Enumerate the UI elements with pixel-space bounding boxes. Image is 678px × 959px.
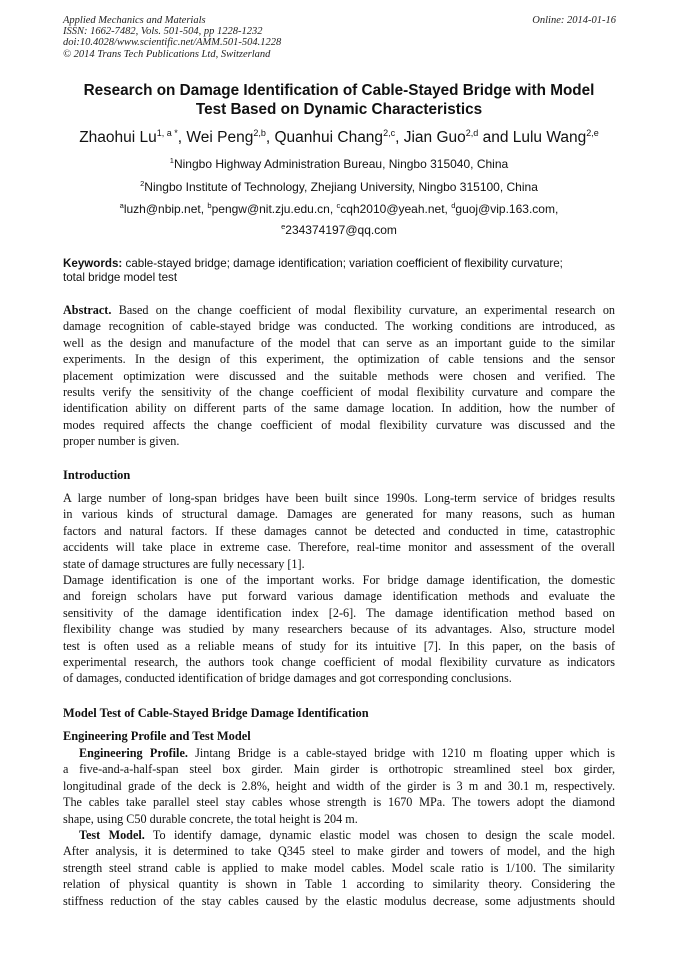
- journal-meta: [63, 15, 281, 60]
- profile-line: [63, 745, 615, 761]
- abstract-line: identification ability on different parts of the same damage location. In addition, how the number of: [63, 401, 615, 416]
- author-affil-sup: 2,e: [586, 128, 599, 138]
- abstract-line: placement optimization were discussed and the suitable methods were chosen and verified. The: [63, 368, 615, 383]
- profile-line: The cables take parallel steel stay cables whose strength is 1670 MPa. The towers adopt the diamond: [63, 795, 615, 810]
- author-affil-sup: 2,d: [465, 128, 479, 138]
- affiliation-sup: 2: [140, 179, 145, 188]
- affiliation-1: [30, 156, 648, 171]
- introduction-body: [63, 490, 615, 687]
- author-list: Zhaohui $Lu^{1, a *}$, Wei Peng$^{2,b}$, Quanhui Chang$^{2,c}$, Jian Guo$^{2,d}$ and Lulu Wang$^{2,e}$: [79, 128, 599, 146]
- online-date: Online: 2014-01-16: [532, 15, 616, 26]
- abstract-line: results verify the sensitivity of the change coefficient of modal flexibility curvature and compare the: [63, 385, 615, 400]
- section-heading-model-test: Model Test of Cable-Stayed Bridge Damage Identification: [63, 706, 369, 720]
- profile-line: a five-and-a-half-span steel box girder. Main girder is orthotropic streamlined steel box girder,: [63, 762, 615, 777]
- affiliation-text: Ningbo Highway Administration Bureau, Ningbo 315040, China: [173, 157, 509, 171]
- email-sup: c: [336, 201, 341, 210]
- author-affil-sup: 1, a *: [156, 128, 178, 138]
- email-list: $^a$luzh@nbip.net, $^b$pengw@nit.zju.edu.cn, $^c$cqh2010@yeah.net, $^d$guoj@vip.163.com,: [119, 201, 559, 216]
- test-model-line: After analysis, it is determined to take Q345 steel to make girder and towers of model, and the high: [63, 844, 615, 859]
- abstract-line: modes required affects the change coefficient of modal flexibility curvature was discussed and the: [63, 417, 615, 432]
- model-test-body: [63, 745, 615, 909]
- intro-line: of damages, conducted identification of bridge damages and got corresponding conclusions.: [63, 671, 512, 686]
- test-model-label: Test Model.: [79, 828, 145, 843]
- intro-line: sensitivity of the damage identification index [2-6]. The damage identification method based on: [63, 605, 615, 620]
- journal-name: Applied Mechanics and Materials: [63, 15, 206, 26]
- keywords-line-1: cable-stayed bridge; damage identification; variation coefficient of flexibility curvature;: [125, 257, 563, 270]
- intro-line: in various kinds of structural damage. Damages are generated for many reasons, such as human: [63, 507, 615, 522]
- keywords-line-2: total bridge model test: [63, 271, 178, 284]
- abstract-line: experiments. In the design of this experiment, the optimization of cable tensions and the sensor: [63, 352, 615, 367]
- affiliation-2: [30, 179, 648, 194]
- abstract-line-text: Based on the change coefficient of modal flexibility curvature, an experimental research on: [118, 303, 616, 317]
- title-line-2: Test Based on Dynamic Characteristics: [195, 101, 483, 118]
- intro-line: Damage identification is one of the important works. For bridge damage identification, the domestic: [63, 573, 615, 588]
- keywords: [63, 257, 615, 285]
- intro-line: test is often used as a reliable means of study for its intuitive [7]. In this paper, on the basis of: [63, 638, 615, 653]
- profile-line-text: Jintang Bridge is a cable-stayed bridge with 1210 m floating upper which is: [195, 746, 615, 760]
- test-model-line: stiffness reduction of the stay cables caused by the elastic modulus decrease, some adjustments should: [63, 893, 615, 908]
- intro-line: flexibility change was studied by many researchers because of its advantages. Also, structure model: [63, 622, 615, 637]
- email-sup: a: [119, 201, 124, 210]
- abstract-line: [63, 302, 615, 318]
- author-name: Lulu Wang: [512, 129, 587, 146]
- email-link[interactable]: guoj@vip.163.com: [455, 202, 555, 216]
- intro-line: and foreign scholars have put forward various damage identification methods and evaluate the: [63, 589, 615, 604]
- subsection-heading: Engineering Profile and Test Model: [63, 729, 251, 743]
- keywords-label: Keywords:: [63, 257, 123, 270]
- author-affil-sup: 2,b: [253, 128, 266, 138]
- profile-label: Engineering Profile.: [79, 746, 188, 760]
- intro-line: accidents will take place in extreme case. Therefore, real-time monitor and assessment of the overall: [63, 540, 615, 555]
- section-heading-introduction: Introduction: [63, 468, 131, 482]
- email-link[interactable]: cqh2010@yeah.net: [340, 202, 445, 216]
- paper-title: [40, 81, 638, 119]
- intro-line: experimental research, the authors took change coefficient of modal flexibility curvature as indicators: [63, 655, 615, 670]
- author-name: Wei Peng: [186, 129, 254, 146]
- intro-line: state of damage structures are fully necessary [1].: [63, 556, 305, 571]
- title-line-1: Research on Damage Identification of Cable-Stayed Bridge with Model: [83, 82, 595, 99]
- email-sup: d: [451, 201, 456, 210]
- email-list-cont: [30, 222, 648, 237]
- abstract: [63, 302, 615, 450]
- author-name: Quanhui Chang: [274, 129, 384, 146]
- email-sup: e: [281, 222, 286, 231]
- test-model-line-text: To identify damage, dynamic elastic model was chosen to design the scale model.: [152, 828, 616, 843]
- author-name: Zhaohui Lu: [79, 129, 157, 146]
- abstract-label: Abstract.: [63, 303, 112, 317]
- author-affil-sup: 2,c: [383, 128, 396, 138]
- email-sup: b: [207, 201, 212, 210]
- copyright-line: © 2014 Trans Tech Publications Ltd, Switzerland: [63, 48, 271, 60]
- profile-line: shape, using C50 durable concrete, the total height is 204 m.: [63, 811, 358, 826]
- abstract-line: damage recognition of cable-stayed bridge was conducted. The working conditions are introduced, as: [63, 319, 615, 334]
- intro-line: factors and natural factors. If these damages cannot be detected and conducted in time, catastrophic: [63, 523, 615, 538]
- profile-line: longitudinal grade of the deck is 2.8%, height and width of the girder is 3 m and 30.1 m, respectively.: [63, 778, 615, 793]
- email-link[interactable]: 234374197@qq.com: [285, 223, 397, 237]
- abstract-line: well as the design and manufacture of the model that can serve as an important guide to the similar: [63, 335, 615, 350]
- email-link[interactable]: luzh@nbip.net: [123, 202, 201, 216]
- test-model-line: [63, 827, 615, 843]
- intro-line: A large number of long-span bridges have been built since 1990s. Long-term service of bridges results: [63, 491, 615, 505]
- author-name: Jian Guo: [403, 129, 466, 146]
- test-model-line: relation of physical quantity is shown in Table 1 according to similarity theory. Considering the: [63, 877, 615, 892]
- doi-line: doi:10.4028/www.scientific.net/AMM.501-504.1228: [63, 37, 282, 49]
- affiliation-sup: 1: [169, 156, 174, 165]
- email-link[interactable]: pengw@nit.zju.edu.cn: [211, 202, 330, 216]
- issn-line: ISSN: 1662-7482, Vols. 501-504, pp 1228-1232: [63, 26, 263, 38]
- abstract-line: proper number is given.: [63, 434, 180, 449]
- test-model-line: strength steel strand cable is applied to make model cables. Model scale ratio is 1/100. The similarity: [63, 860, 615, 875]
- affiliation-text: Ningbo Institute of Technology, Zhejiang University, Ningbo 315100, China: [144, 180, 538, 194]
